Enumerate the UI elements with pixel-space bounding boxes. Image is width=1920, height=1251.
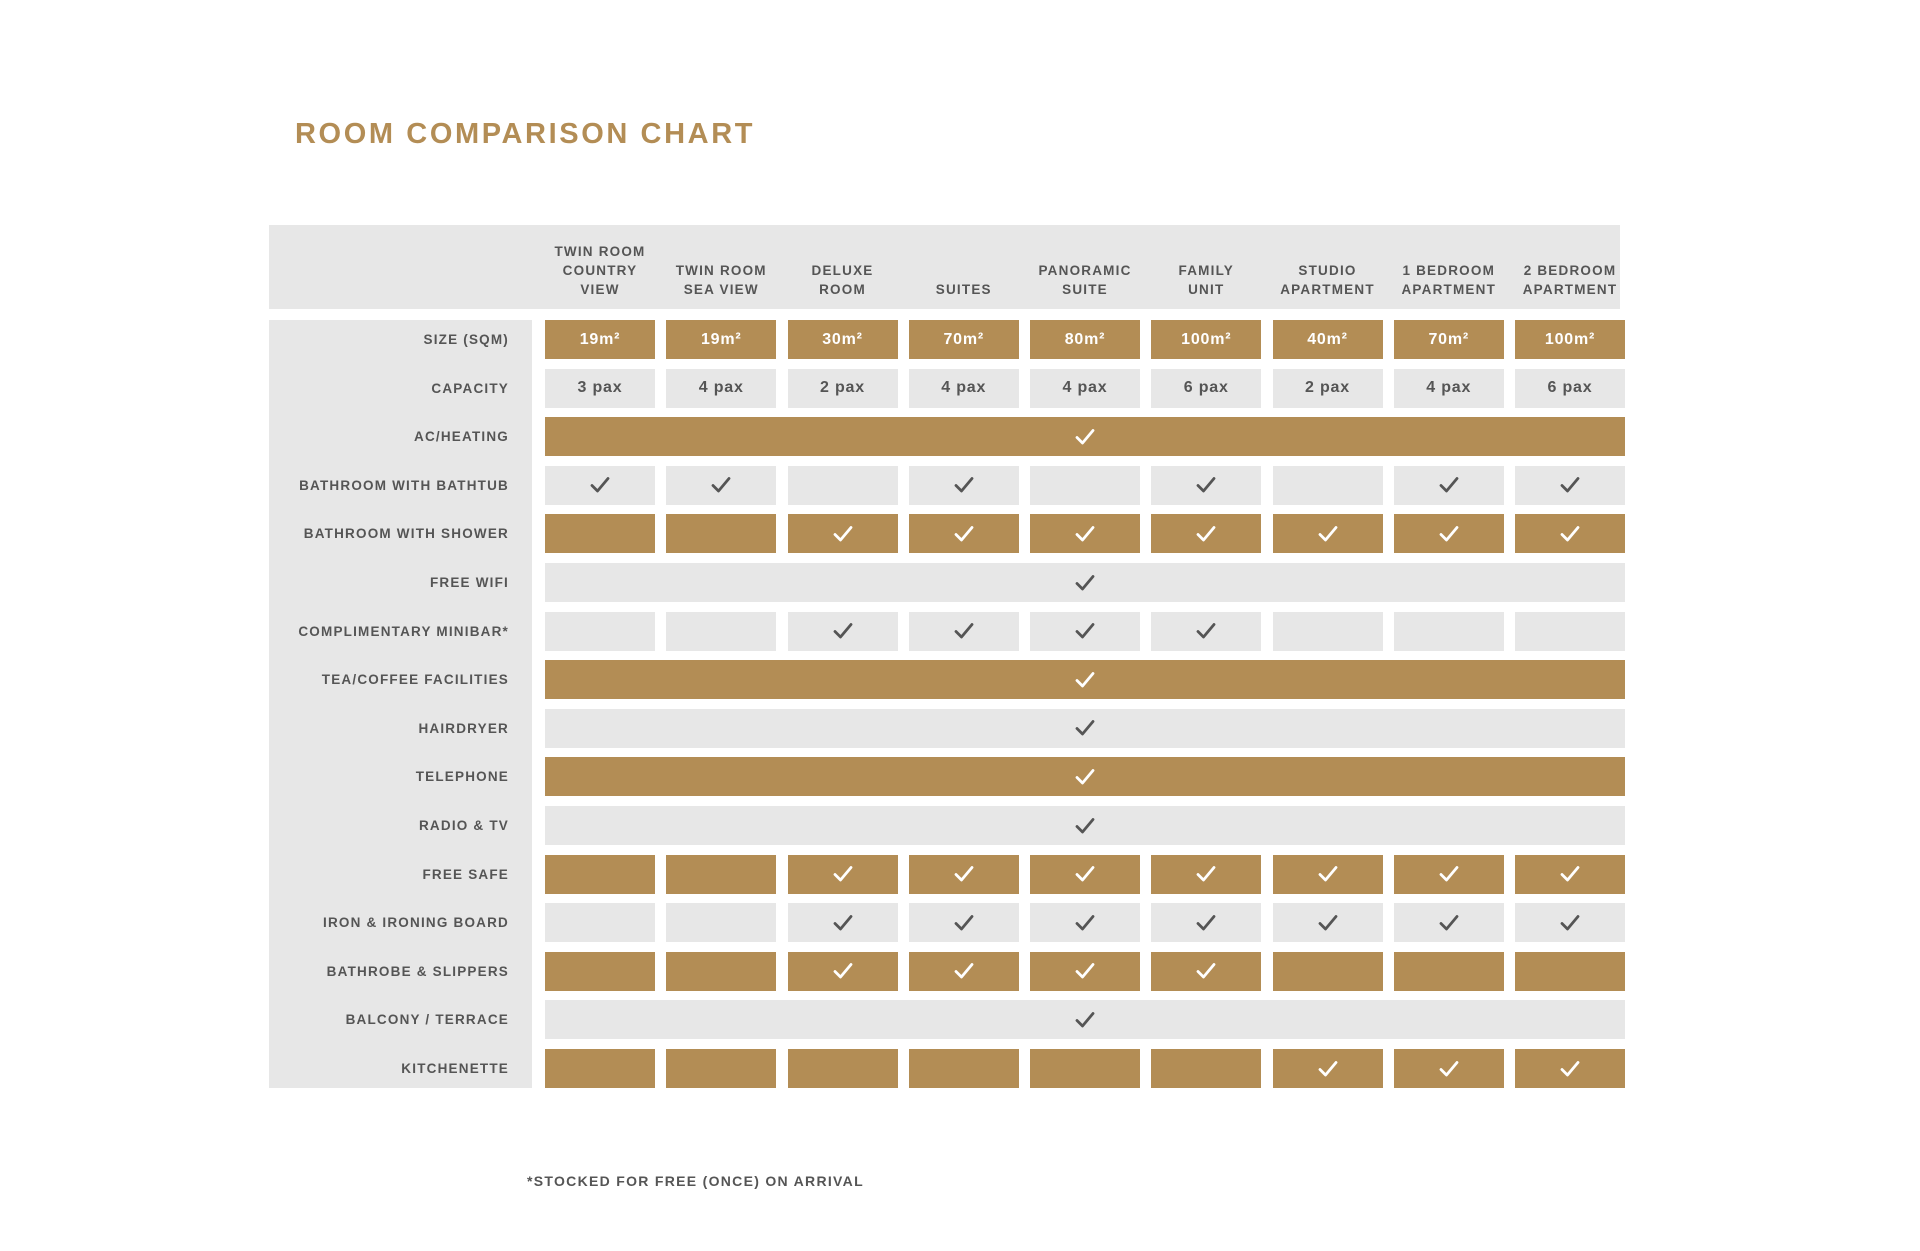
table-cell: [1030, 369, 1140, 408]
row-label: [269, 952, 509, 991]
check-icon: [1075, 817, 1095, 835]
column-header: [788, 225, 898, 309]
check-icon: [1075, 525, 1095, 543]
check-icon: [833, 622, 853, 640]
table-cell: [1273, 612, 1383, 651]
column-header-label: TWIN ROOM SEA VIEW: [675, 263, 767, 297]
row-label-text: BATHROBE & SLIPPERS: [326, 963, 509, 979]
table-cell: [909, 466, 1019, 505]
check-icon: [1196, 476, 1216, 494]
table-cell: [1515, 320, 1625, 359]
row-label: [269, 806, 509, 845]
check-icon: [1439, 476, 1459, 494]
cell-value: 2 pax: [1305, 379, 1350, 397]
check-icon: [1439, 525, 1459, 543]
table-cell: [1394, 466, 1504, 505]
row-label: [269, 1000, 509, 1039]
cell-value: 19m²: [579, 330, 621, 348]
table-cell: [1030, 320, 1140, 359]
check-icon: [1318, 865, 1338, 883]
cell-value: 2 pax: [820, 379, 865, 397]
row-label-text: SIZE (SQM): [423, 332, 509, 347]
feature-bar-all-rooms: [545, 417, 1625, 456]
table-cell: [1273, 369, 1383, 408]
table-cell: [909, 1049, 1019, 1088]
feature-bar-all-rooms: [545, 806, 1625, 845]
table-cell: [545, 855, 655, 894]
table-cell: [1030, 952, 1140, 991]
check-icon: [1075, 574, 1095, 592]
table-cell: [1515, 952, 1625, 991]
column-header-label: FAMILY UNIT: [1178, 263, 1234, 297]
feature-bar-all-rooms: [545, 709, 1625, 748]
table-cell: [545, 514, 655, 553]
table-cell: [1151, 514, 1261, 553]
table-cell: [788, 514, 898, 553]
table-cell: [666, 1049, 776, 1088]
check-icon: [1560, 525, 1580, 543]
cell-value: 4 pax: [1426, 379, 1472, 397]
cell-value: 6 pax: [1547, 379, 1593, 397]
cell-value: 3 pax: [577, 379, 623, 397]
table-cell: [1030, 855, 1140, 894]
row-label-text: RADIO & TV: [418, 818, 509, 833]
cell-value: 70m²: [943, 330, 985, 348]
row-label-text: TELEPHONE: [415, 769, 509, 785]
check-icon: [1075, 719, 1095, 737]
table-cell: [1151, 952, 1261, 991]
cell-value: 4 pax: [698, 379, 744, 397]
check-icon: [1196, 865, 1216, 883]
table-cell: [545, 466, 655, 505]
check-icon: [1075, 428, 1095, 446]
cell-value: 40m²: [1307, 330, 1348, 348]
row-label-text: COMPLIMENTARY MINIBAR*: [298, 623, 509, 639]
table-cell: [909, 952, 1019, 991]
table-cell: [666, 855, 776, 894]
check-icon: [1075, 865, 1095, 883]
cell-value: 100m²: [1181, 330, 1232, 348]
column-header: [1394, 225, 1504, 309]
table-cell: [1515, 514, 1625, 553]
row-label-text: HAIRDRYER: [418, 720, 509, 736]
check-icon: [1196, 525, 1216, 543]
cell-value: 19m²: [700, 330, 742, 348]
row-label-text: TEA/COFFEE FACILITIES: [321, 672, 509, 688]
table-cell: [1515, 612, 1625, 651]
check-icon: [954, 962, 974, 980]
table-cell: [1394, 855, 1504, 894]
check-icon: [1560, 1060, 1580, 1078]
check-icon: [1318, 1060, 1338, 1078]
cell-value: 100m²: [1544, 330, 1596, 348]
table-cell: [1030, 903, 1140, 942]
table-cell: [909, 855, 1019, 894]
row-label: [269, 660, 509, 699]
table-cell: [909, 369, 1019, 408]
feature-bar-all-rooms: [545, 1000, 1625, 1039]
cell-value: 4 pax: [1062, 379, 1108, 397]
column-header-label: SUITES: [935, 282, 992, 297]
check-icon: [1439, 914, 1459, 932]
table-cell: [788, 320, 898, 359]
table-cell: [1394, 612, 1504, 651]
table-cell: [909, 612, 1019, 651]
check-icon: [954, 914, 974, 932]
table-cell: [666, 612, 776, 651]
table-cell: [666, 320, 776, 359]
table-cell: [666, 514, 776, 553]
table-cell: [1394, 952, 1504, 991]
column-header: [1273, 225, 1383, 309]
check-icon: [1075, 962, 1095, 980]
table-cell: [1151, 855, 1261, 894]
table-cell: [1273, 466, 1383, 505]
column-header-label: TWIN ROOM COUNTRY VIEW: [554, 244, 646, 297]
check-icon: [1439, 865, 1459, 883]
table-cell: [545, 369, 655, 408]
table-cell: [788, 369, 898, 408]
check-icon: [833, 914, 853, 932]
column-header: [1030, 225, 1140, 309]
row-label-text: BALCONY / TERRACE: [345, 1012, 509, 1028]
cell-value: 30m²: [822, 330, 863, 348]
table-cell: [1151, 369, 1261, 408]
check-icon: [1560, 476, 1580, 494]
row-label: [269, 369, 509, 408]
column-header: [1515, 225, 1625, 309]
check-icon: [1560, 865, 1580, 883]
table-cell: [1030, 466, 1140, 505]
row-label: [269, 709, 509, 748]
check-icon: [1196, 962, 1216, 980]
table-cell: [545, 903, 655, 942]
table-cell: [788, 855, 898, 894]
row-label-text: BATHROOM WITH SHOWER: [303, 526, 509, 542]
table-cell: [1151, 1049, 1261, 1088]
table-cell: [788, 1049, 898, 1088]
table-cell: [788, 952, 898, 991]
feature-bar-all-rooms: [545, 563, 1625, 602]
check-icon: [1318, 525, 1338, 543]
table-cell: [1273, 855, 1383, 894]
cell-value: 4 pax: [941, 379, 987, 397]
row-label: [269, 466, 509, 505]
row-label: [269, 612, 509, 651]
check-icon: [833, 525, 853, 543]
table-cell: [1273, 1049, 1383, 1088]
check-icon: [1318, 914, 1338, 932]
table-cell: [1515, 855, 1625, 894]
row-label: [269, 417, 509, 456]
check-icon: [590, 476, 610, 494]
table-cell: [1273, 514, 1383, 553]
table-cell: [1030, 1049, 1140, 1088]
feature-bar-all-rooms: [545, 660, 1625, 699]
table-cell: [788, 903, 898, 942]
check-icon: [1196, 622, 1216, 640]
table-cell: [909, 514, 1019, 553]
table-cell: [1515, 903, 1625, 942]
table-cell: [1394, 514, 1504, 553]
check-icon: [1075, 914, 1095, 932]
check-icon: [1560, 914, 1580, 932]
row-label-text: FREE WIFI: [429, 575, 509, 590]
column-header: [545, 225, 655, 309]
table-cell: [666, 952, 776, 991]
table-cell: [1515, 1049, 1625, 1088]
row-label: [269, 757, 509, 796]
table-cell: [1151, 612, 1261, 651]
table-cell: [666, 903, 776, 942]
check-icon: [954, 622, 974, 640]
row-label: [269, 320, 509, 359]
table-cell: [545, 612, 655, 651]
table-cell: [1394, 320, 1504, 359]
check-icon: [954, 525, 974, 543]
table-cell: [1515, 369, 1625, 408]
cell-value: 6 pax: [1183, 379, 1229, 397]
table-cell: [545, 952, 655, 991]
column-header-label: STUDIO APARTMENT: [1280, 263, 1375, 297]
table-cell: [545, 320, 655, 359]
table-cell: [545, 1049, 655, 1088]
table-cell: [1394, 1049, 1504, 1088]
check-icon: [1439, 1060, 1459, 1078]
row-label: [269, 855, 509, 894]
table-cell: [1151, 320, 1261, 359]
check-icon: [833, 962, 853, 980]
table-cell: [1273, 320, 1383, 359]
row-label: [269, 1049, 509, 1088]
table-cell: [909, 320, 1019, 359]
cell-value: 80m²: [1064, 330, 1106, 348]
check-icon: [954, 865, 974, 883]
column-header-label: DELUXE ROOM: [811, 263, 874, 297]
row-label-text: FREE SAFE: [422, 866, 509, 882]
row-label-text: CAPACITY: [431, 380, 509, 396]
feature-bar-all-rooms: [545, 757, 1625, 796]
check-icon: [1075, 768, 1095, 786]
table-cell: [666, 466, 776, 505]
table-cell: [1151, 466, 1261, 505]
table-cell: [788, 612, 898, 651]
table-cell: [1273, 903, 1383, 942]
row-label-text: KITCHENETTE: [401, 1061, 509, 1076]
check-icon: [1075, 622, 1095, 640]
cell-value: 70m²: [1428, 330, 1470, 348]
check-icon: [711, 476, 731, 494]
table-cell: [1151, 903, 1261, 942]
table-cell: [1394, 369, 1504, 408]
row-label: [269, 563, 509, 602]
table-cell: [1030, 612, 1140, 651]
column-header-label: 1 BEDROOM APARTMENT: [1401, 263, 1497, 297]
column-header-label: 2 BEDROOM APARTMENT: [1522, 263, 1618, 297]
row-label-text: BATHROOM WITH BATHTUB: [299, 477, 509, 493]
row-label: [269, 903, 509, 942]
check-icon: [1075, 671, 1095, 689]
check-icon: [833, 865, 853, 883]
table-cell: [788, 466, 898, 505]
table-cell: [666, 369, 776, 408]
column-header: [1151, 225, 1261, 309]
column-header: [909, 225, 1019, 309]
row-label: [269, 514, 509, 553]
table-cell: [1394, 903, 1504, 942]
column-header-label: PANORAMIC SUITE: [1038, 263, 1132, 297]
check-icon: [1196, 914, 1216, 932]
page-title: ROOM COMPARISON CHART: [295, 118, 756, 150]
table-cell: [1273, 952, 1383, 991]
footnote: *STOCKED FOR FREE (ONCE) ON ARRIVAL: [527, 1173, 864, 1189]
table-cell: [1515, 466, 1625, 505]
column-header: [666, 225, 776, 309]
row-label-text: AC/HEATING: [414, 429, 509, 445]
check-icon: [1075, 1011, 1095, 1029]
check-icon: [954, 476, 974, 494]
table-cell: [909, 903, 1019, 942]
table-cell: [1030, 514, 1140, 553]
row-label-text: IRON & IRONING BOARD: [323, 915, 509, 931]
